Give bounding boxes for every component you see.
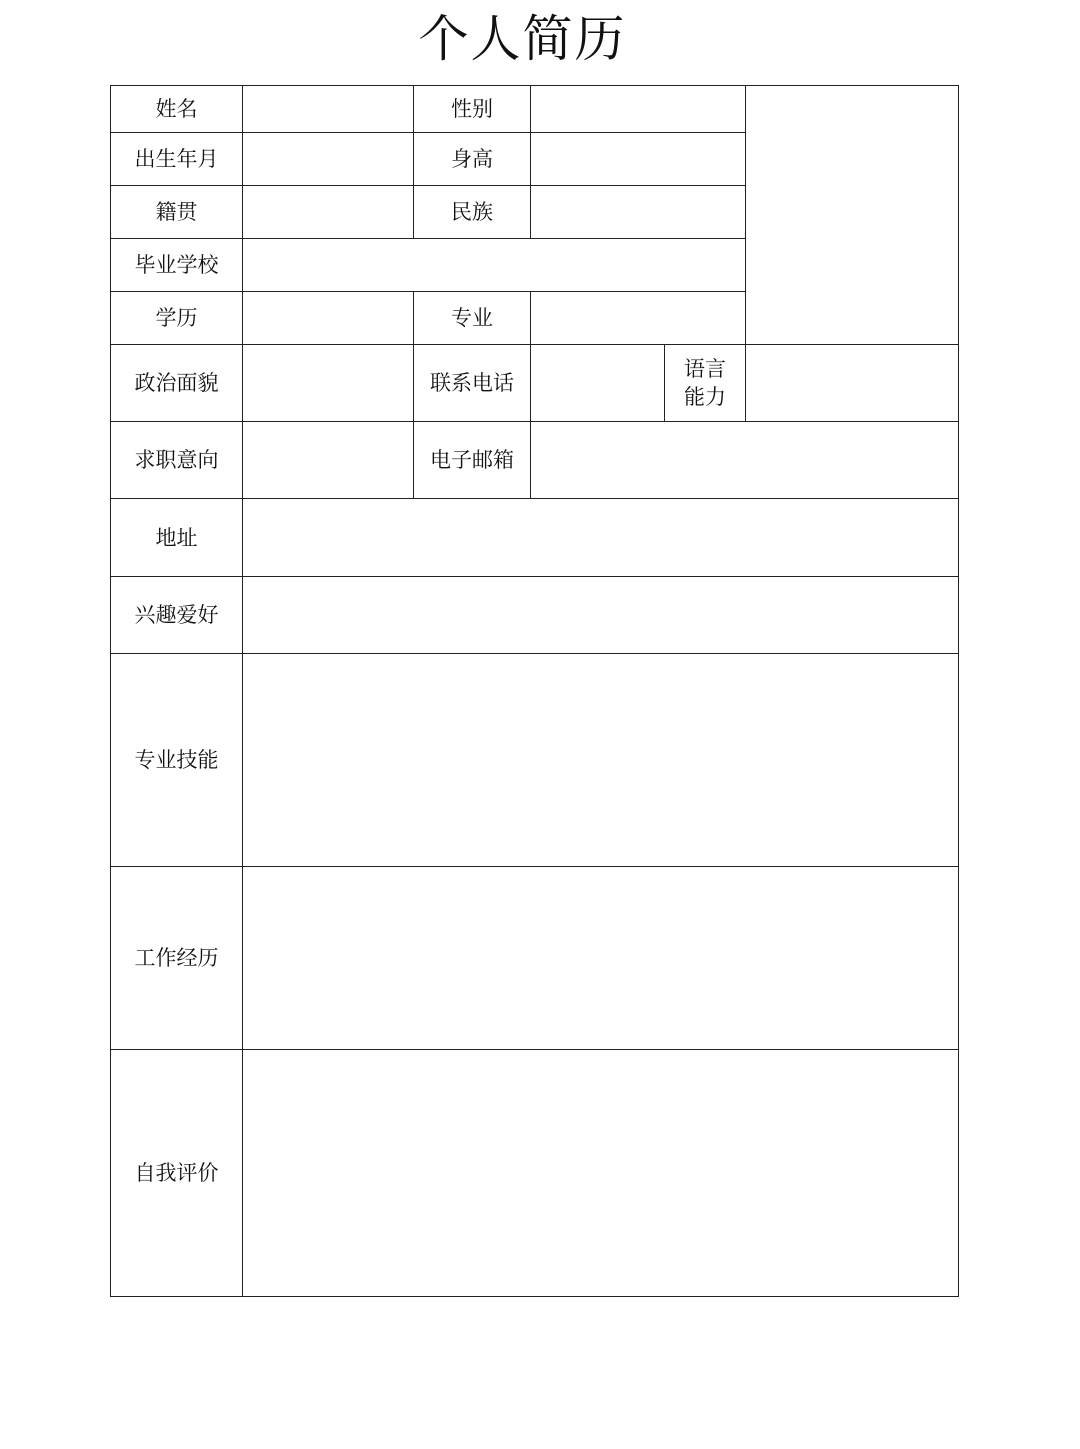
ethnicity-label: 民族 — [414, 186, 531, 239]
major-label: 专业 — [414, 292, 531, 345]
political-status-field[interactable] — [243, 345, 414, 422]
resume-table — [110, 85, 959, 1297]
height-field[interactable] — [531, 133, 746, 186]
address-label: 地址 — [111, 499, 243, 577]
table-row — [111, 422, 959, 499]
table-row — [111, 345, 959, 422]
table-row — [111, 499, 959, 577]
skills-label: 专业技能 — [111, 654, 243, 867]
table-row — [111, 1050, 959, 1297]
address-field[interactable] — [243, 499, 959, 577]
name-label: 姓名 — [111, 86, 243, 133]
gender-label: 性别 — [414, 86, 531, 133]
self-evaluation-field[interactable] — [243, 1050, 959, 1297]
hobbies-label: 兴趣爱好 — [111, 577, 243, 654]
political-status-label: 政治面貌 — [111, 345, 243, 422]
table-row — [111, 86, 959, 133]
gender-field[interactable] — [531, 86, 746, 133]
language-field[interactable] — [746, 345, 959, 422]
table-row — [111, 577, 959, 654]
native-place-field[interactable] — [243, 186, 414, 239]
school-label: 毕业学校 — [111, 239, 243, 292]
birth-field[interactable] — [243, 133, 414, 186]
education-field[interactable] — [243, 292, 414, 345]
email-field[interactable] — [531, 422, 959, 499]
phone-label: 联系电话 — [414, 345, 531, 422]
language-label-line2: 能力 — [684, 385, 726, 409]
email-label: 电子邮箱 — [414, 422, 531, 499]
language-label — [665, 345, 746, 422]
table-row — [111, 867, 959, 1050]
birth-label: 出生年月 — [111, 133, 243, 186]
page-title: 个人简历 — [418, 10, 627, 68]
ethnicity-field[interactable] — [531, 186, 746, 239]
job-intention-label: 求职意向 — [111, 422, 243, 499]
name-field[interactable] — [243, 86, 414, 133]
major-field[interactable] — [531, 292, 746, 345]
education-label: 学历 — [111, 292, 243, 345]
work-experience-label: 工作经历 — [111, 867, 243, 1050]
language-label-line1: 语言 — [684, 357, 726, 381]
table-row — [111, 654, 959, 867]
work-experience-field[interactable] — [243, 867, 959, 1050]
school-field[interactable] — [243, 239, 746, 292]
height-label: 身高 — [414, 133, 531, 186]
phone-field[interactable] — [531, 345, 665, 422]
skills-field[interactable] — [243, 654, 959, 867]
hobbies-field[interactable] — [243, 577, 959, 654]
photo-box[interactable] — [746, 86, 959, 345]
self-evaluation-label: 自我评价 — [111, 1050, 243, 1297]
job-intention-field[interactable] — [243, 422, 414, 499]
native-place-label: 籍贯 — [111, 186, 243, 239]
